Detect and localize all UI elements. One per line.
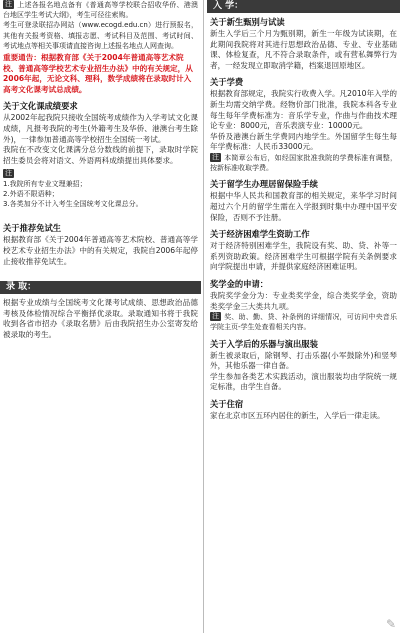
intro-note-text: 上述各报名地点备有《普通高等学校联合招收华侨、港澳台地区学生考试大纲》，考生可径往索购。 <box>3 1 198 20</box>
admission-paragraph: 根据专业成绩与全国统考文化课考试成绩、思想政治品德考核及体检情况综合平衡择优录取。录取通知书将于我院收到各省市招办《录取名册》后由我院招生办公室寄发给被录取的考生。 <box>3 298 198 339</box>
note-badge: 注 <box>212 312 219 321</box>
scholarship-note <box>210 312 397 332</box>
right-column <box>207 0 400 633</box>
culture-title: 关于文化课成绩要求 <box>3 101 78 112</box>
housing-title: 关于住宿 <box>210 398 244 409</box>
tuition-title: 关于学费 <box>210 77 244 88</box>
foreign-paragraph: 根据中华人民共和国教育部的相关规定，来华学习时间超过六个月的留学生需在入学报到时集中办理中国平安保险，否则不予注册。 <box>210 191 397 222</box>
note-badge: 注 <box>5 0 12 8</box>
foreign-title: 关于留学生办理居留保险手续 <box>210 179 318 190</box>
scholarship-paragraph: 我院奖学金分为：专业类奖学金，综合类奖学金，资助类奖学金三大类共九项。 <box>210 290 397 311</box>
tuition-note-text: 本简章公布后，如经国家批准我院的学费标准有调整，按新标准收取学费。 <box>210 153 397 173</box>
tuition-paragraph-1: 根据教育部规定，我院实行收费入学。凡2010年入学的新生均需交纳学费。经物价部门批准，我院本科各专业每生每年学费标准为：音乐学专业，作曲与作曲技术理论专业：8000元，音乐表演专业：10000元。 <box>210 89 397 131</box>
instrument-title: 关于入学后的乐器与演出服装 <box>210 338 318 349</box>
note-badge: 注 <box>212 152 219 161</box>
intro-line: 考生可登录联招办网站（www.ecogd.edu.cn）进行预报名，其他有关报考资格、填报志愿、考试科目及范围、考试时间、考试地点等相关事项请直接咨询上述报名地点人网查询。 <box>3 21 198 50</box>
pencil-icon: ✎ <box>385 617 397 631</box>
tuition-note <box>210 153 397 173</box>
review-title: 关于新生甄别与试读 <box>210 17 285 27</box>
review-paragraph: 新生入学后三个月为甄别期，新生一年级为试读期，在此期间我院将对其进行思想政治品德、专业、专业基础课、体检复查，凡不符合录取条件，或有营私舞弊行为者，一经发现立即取消学籍，档案退回原地区。 <box>210 29 397 70</box>
recommend-paragraph: 根据教育部《关于2004年普通高等艺术院校、普通高等学校艺术专业招生办法》中的有关规定，我院自2006年起停止接收推荐免试生。 <box>3 235 198 266</box>
culture-paragraph-2: 我院在不改变文化课满分总分数线的前提下，录取时学院招生委员会将对语文、外语两科成绩提出具体要求。 <box>3 145 198 165</box>
tuition-paragraph-2: 华侨及港澳台新生学费同内地学生。外国留学生每生每年学费标准：人民币33000元。 <box>210 131 397 152</box>
scholarship-note-text: 奖、助、勤、贷、补条例的详细情况，可访问中央音乐学院主页-学生处查看相关内容。 <box>210 313 397 332</box>
aid-title: 关于经济困难学生资助工作 <box>210 229 310 240</box>
instrument-paragraph-1: 新生被录取后，除钢琴、打击乐器(小军鼓除外)和竖琴外，其他乐器一律自备。 <box>210 350 397 371</box>
scholarship-title: 奖学金的申请： <box>210 278 269 289</box>
notes-list <box>0 179 201 209</box>
instrument-paragraph-2: 学生参加各类艺术实践活动，演出服装均由学院统一规定标准，由学生自备。 <box>210 371 397 392</box>
column-divider <box>203 0 204 633</box>
notes-badge-row <box>3 169 198 179</box>
aid-paragraph: 对于经济特别困难学生，我院设有奖、助、贷、补等一系列资助政策。经济困难学生可根据学院有关条例要求向学院提出申请，并提供家庭经济困难证明。 <box>210 241 397 272</box>
note-item: 2.外语不限语种； <box>3 190 59 199</box>
housing-paragraph: 家在北京市区五环内居住的新生，入学后一律走读。 <box>210 410 385 420</box>
note-item: 3.各类加分不计入考生全国统考文化课总分。 <box>3 200 143 209</box>
admission-bar: 录 取： <box>0 281 201 294</box>
important-notice: 重要通告：根据教育部《关于2004年普通高等艺术院校、普通高等学校艺术专业招生办法》中的有关规定，从2006年起，无论文科、理科，数学成绩将在录取时计入高考文化课考试总成绩。 <box>3 53 193 94</box>
intro-note <box>3 0 198 20</box>
enroll-bar: 入 学： <box>207 0 400 13</box>
note-badge: 注 <box>5 169 12 178</box>
recommend-title: 关于推荐免试生 <box>3 223 62 234</box>
culture-paragraph-1: 从2002年起我院只接收全国统考成绩作为入学考试文化课成绩，凡报考我院的考生(外籍考生及华侨、港澳台考生除外)，一律参加普通高等学校招生全国统一考试。 <box>3 113 198 144</box>
note-item: 1.我院所有专业文理兼招； <box>3 180 87 189</box>
